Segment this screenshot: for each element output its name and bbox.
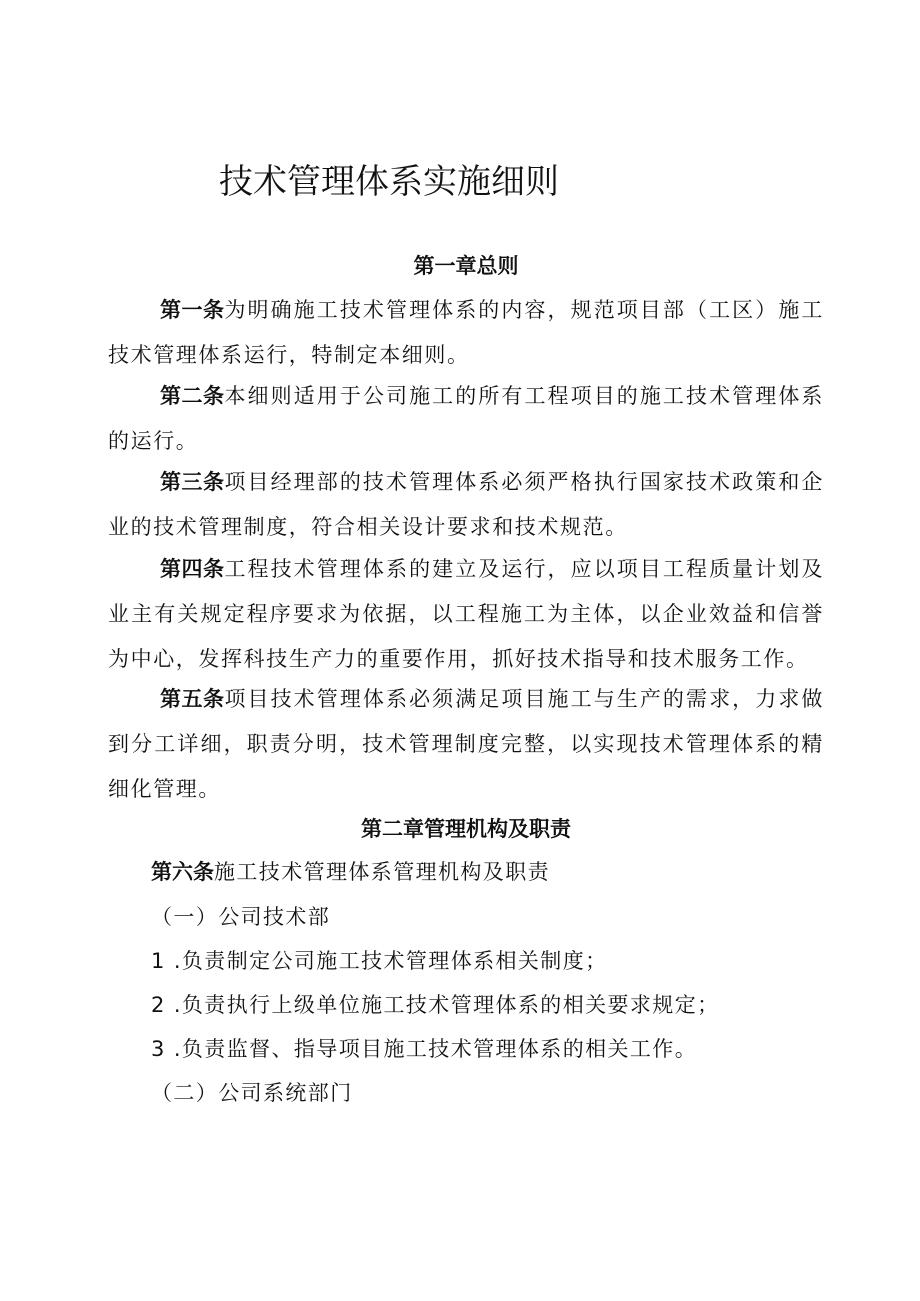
article-label: 第五条 [160,687,225,711]
article-3 [108,460,824,550]
article-1 [108,288,824,378]
article-label: 第三条 [160,470,225,494]
article-text: 项目经理部的技术管理体系必须严格执行国家技术政策和企业的技术管理制度，符合相关设计要求和技术规范。 [108,470,824,539]
chapter-heading-general: 第一章总则 [413,254,519,278]
section-heading-tech-dept: （一）公司技术部 [151,905,331,929]
article-label: 第二条 [160,384,225,408]
document-title: 技术管理体系实施细则 [219,162,559,202]
article-label: 第一条 [160,298,225,322]
article-text: 本细则适用于公司施工的所有工程项目的施工技术管理体系的运行。 [108,384,824,453]
article-4 [108,547,824,682]
article-text: 施工技术管理体系管理机构及职责 [214,860,550,884]
list-item: 1 .负责制定公司施工技术管理体系相关制度； [151,949,608,973]
list-item: 2 .负责执行上级单位施工技术管理体系的相关要求规定； [151,993,720,1017]
article-5 [108,677,824,812]
article-6 [151,857,550,887]
list-item: 3 .负责监督、指导项目施工技术管理体系的相关工作。 [151,1037,698,1061]
section-heading-system-dept: （二）公司系统部门 [151,1081,353,1105]
chapter-heading-organization: 第二章管理机构及职责 [361,817,571,841]
article-label: 第六条 [151,860,214,884]
article-text: 为明确施工技术管理体系的内容，规范项目部（工区）施工技术管理体系运行，特制定本细则。 [108,298,824,367]
article-2 [108,374,824,464]
article-label: 第四条 [160,557,225,581]
article-text: 工程技术管理体系的建立及运行，应以项目工程质量计划及业主有关规定程序要求为依据，以工程施工为主体，以企业效益和信誉为中心，发挥科技生产力的重要作用，抓好技术指导和技术服务工作。 [108,557,824,671]
article-text: 项目技术管理体系必须满足项目施工与生产的需求，力求做到分工详细，职责分明，技术管理制度完整，以实现技术管理体系的精细化管理。 [108,687,824,801]
